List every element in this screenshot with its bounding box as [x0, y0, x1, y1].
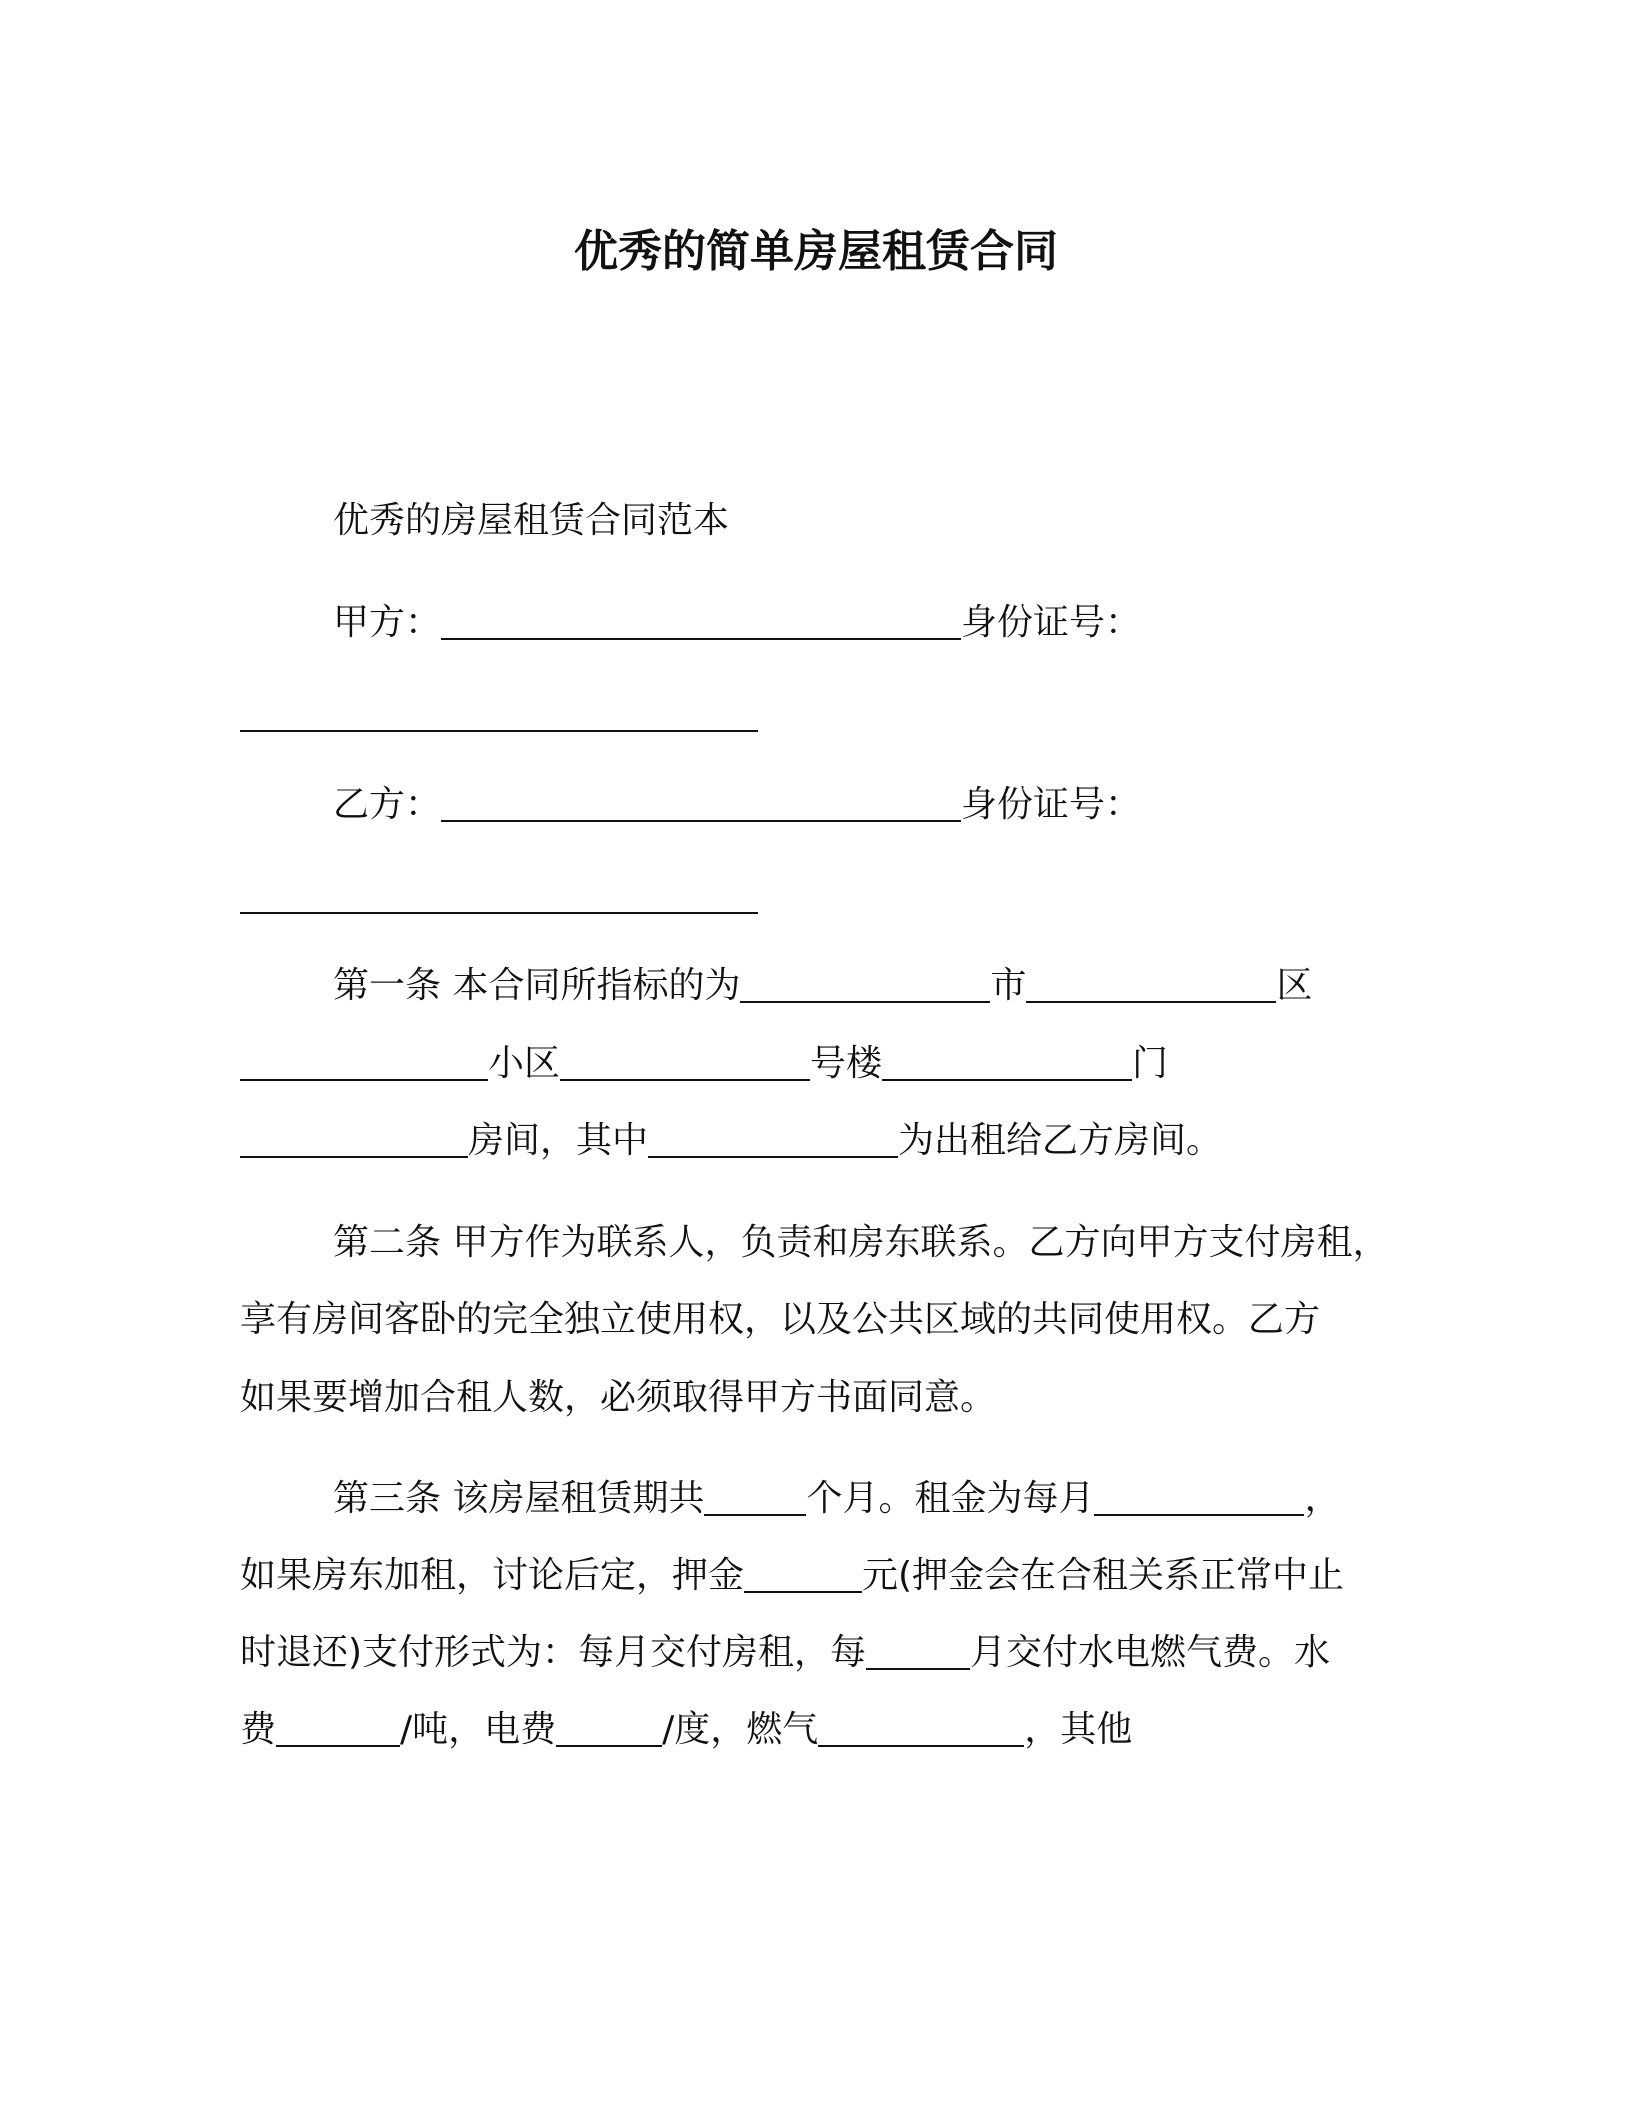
- deposit-blank: [744, 1557, 862, 1593]
- comma: ，: [1304, 1478, 1341, 1519]
- article2-line2: 享有房间客卧的完全独立使用权，以及公共区域的共同使用权。乙方: [240, 1299, 1321, 1340]
- water-unit: /吨，电费: [400, 1709, 557, 1750]
- party-a-name-blank: [441, 604, 961, 640]
- lease-months-blank: [704, 1480, 806, 1516]
- document-subtitle: 优秀的房屋租赁合同范本: [333, 500, 730, 541]
- payment-text: 时退还)支付形式为：每月交付房租，每: [240, 1632, 867, 1673]
- rented-label: 为出租给乙方房间。: [898, 1120, 1223, 1161]
- article3-line2: [240, 1551, 1344, 1601]
- party-b-name-blank: [441, 786, 961, 822]
- monthly-rent-blank: [1094, 1480, 1304, 1516]
- other-text: ，其他: [1024, 1709, 1133, 1750]
- community-blank: [240, 1045, 488, 1081]
- article3-line4: [240, 1705, 1132, 1755]
- power-price-blank: [556, 1711, 662, 1747]
- district-label: 区: [1276, 965, 1313, 1006]
- rented-room-blank: [648, 1122, 898, 1158]
- article3-line1: [333, 1474, 1340, 1524]
- deposit-note: 元(押金会在合租关系正常中止: [862, 1555, 1345, 1596]
- landlord-text: 如果房东加租，讨论后定，押金: [240, 1555, 745, 1596]
- article1-intro: 第一条 本合同所指标的为: [333, 965, 741, 1006]
- room-label: 房间，其中: [468, 1120, 649, 1161]
- party-b-line: [333, 780, 1141, 830]
- document-title: 优秀的简单房屋租赁合同: [574, 226, 1058, 277]
- door-blank: [882, 1045, 1132, 1081]
- party-a-id-line: [240, 690, 758, 740]
- party-a-label: 甲方：: [333, 602, 442, 643]
- water-prefix: 费: [240, 1709, 277, 1750]
- city-label: 市: [990, 965, 1027, 1006]
- power-unit: /度，燃气: [662, 1709, 819, 1750]
- door-label: 门: [1132, 1043, 1169, 1084]
- months-label: 个月。租金为每月: [806, 1478, 1095, 1519]
- article2-line3: 如果要增加合租人数，必须取得甲方书面同意。: [240, 1377, 997, 1418]
- article1-line1: [333, 961, 1312, 1011]
- party-b-id-blank: [240, 878, 758, 914]
- water-price-blank: [276, 1711, 400, 1747]
- article3-line3: [240, 1628, 1330, 1678]
- party-b-id-line: [240, 872, 758, 922]
- party-a-id-label: 身份证号：: [961, 602, 1142, 643]
- article1-line3: [240, 1116, 1222, 1166]
- party-b-id-label: 身份证号：: [961, 784, 1142, 825]
- gas-price-blank: [818, 1711, 1024, 1747]
- building-blank: [560, 1045, 810, 1081]
- utilities-text: 月交付水电燃气费。水: [970, 1632, 1331, 1673]
- city-blank: [740, 967, 990, 1003]
- community-label: 小区: [488, 1043, 561, 1084]
- district-blank: [1026, 967, 1276, 1003]
- utility-period-blank: [866, 1634, 970, 1670]
- party-b-label: 乙方：: [333, 784, 442, 825]
- room-blank: [240, 1122, 468, 1158]
- party-a-id-blank: [240, 696, 758, 732]
- building-label: 号楼: [810, 1043, 883, 1084]
- article3-intro: 第三条 该房屋租赁期共: [333, 1478, 705, 1519]
- party-a-line: [333, 598, 1141, 648]
- article2-line1: 第二条 甲方作为联系人，负责和房东联系。乙方向甲方支付房租，: [333, 1222, 1389, 1263]
- article1-line2: [240, 1039, 1168, 1089]
